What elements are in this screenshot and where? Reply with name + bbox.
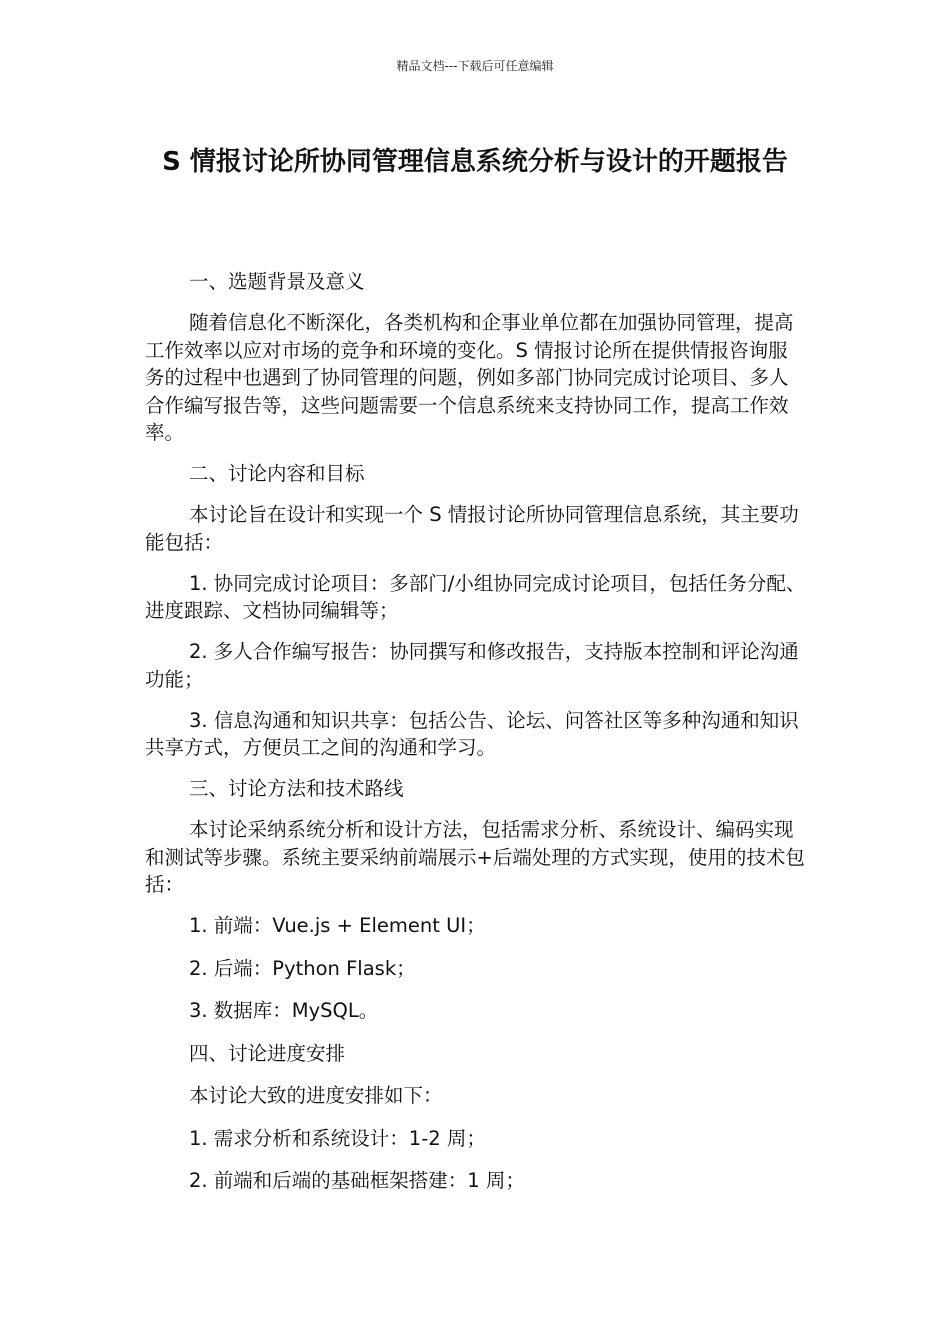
list-item-function-2: 2. 多人合作编写报告：协同撰写和修改报告，支持版本控制和评论沟通功能； xyxy=(145,640,799,691)
list-item-schedule-2: 2. 前端和后端的基础框架搭建：1 周； xyxy=(189,1169,525,1192)
list-item-schedule-1: 1. 需求分析和系统设计：1-2 周； xyxy=(189,1126,486,1150)
list-item-tech-database: 3. 数据库：MySQL。 xyxy=(189,999,379,1022)
list-item-function-3: 3. 信息沟通和知识共享：包括公告、论坛、问答社区等多种沟通和知识共享方式，方便员工之间的沟通和学习。 xyxy=(145,708,799,759)
list-item-function-1: 1. 协同完成讨论项目：多部门/小组协同完成讨论项目，包括任务分配、进度跟踪、文档协同编辑等； xyxy=(145,571,806,622)
section-heading-content: 二、讨论内容和目标 xyxy=(189,462,365,485)
paragraph-schedule-intro: 本讨论大致的进度安排如下： xyxy=(189,1084,443,1107)
paragraph-method: 本讨论采纳系统分析和设计方法，包括需求分析、系统设计、编码实现和测试等步骤。系统主要采纳前端展示+后端处理的方式实现，使用的技术包括： xyxy=(145,818,805,896)
paragraph-background: 随着信息化不断深化，各类机构和企事业单位都在加强协同管理，提高工作效率以应对市场的竞争和环境的变化。S 情报讨论所在提供情报咨询服务的过程中也遇到了协同管理的问题，例如多部门协同完成讨论项目、多人合作编写报告等，这些问题需要一个信息系统来支持协同工作，提高工作效率。 xyxy=(145,311,794,444)
section-heading-background: 一、选题背景及意义 xyxy=(189,270,365,293)
list-item-tech-backend: 2. 后端：Python Flask； xyxy=(189,956,416,980)
paragraph-content-intro: 本讨论旨在设计和实现一个 S 情报讨论所协同管理信息系统，其主要功能包括： xyxy=(145,503,799,554)
section-heading-schedule: 四、讨论进度安排 xyxy=(189,1041,346,1065)
list-item-tech-frontend: 1. 前端：Vue.js + Element UI； xyxy=(189,914,486,937)
page-header: 精品文档---下载后可任意编辑 xyxy=(396,59,554,73)
document-title: S 情报讨论所协同管理信息系统分析与设计的开题报告 xyxy=(162,147,788,177)
document-body xyxy=(145,268,807,1210)
section-heading-method: 三、讨论方法和技术路线 xyxy=(189,777,404,800)
